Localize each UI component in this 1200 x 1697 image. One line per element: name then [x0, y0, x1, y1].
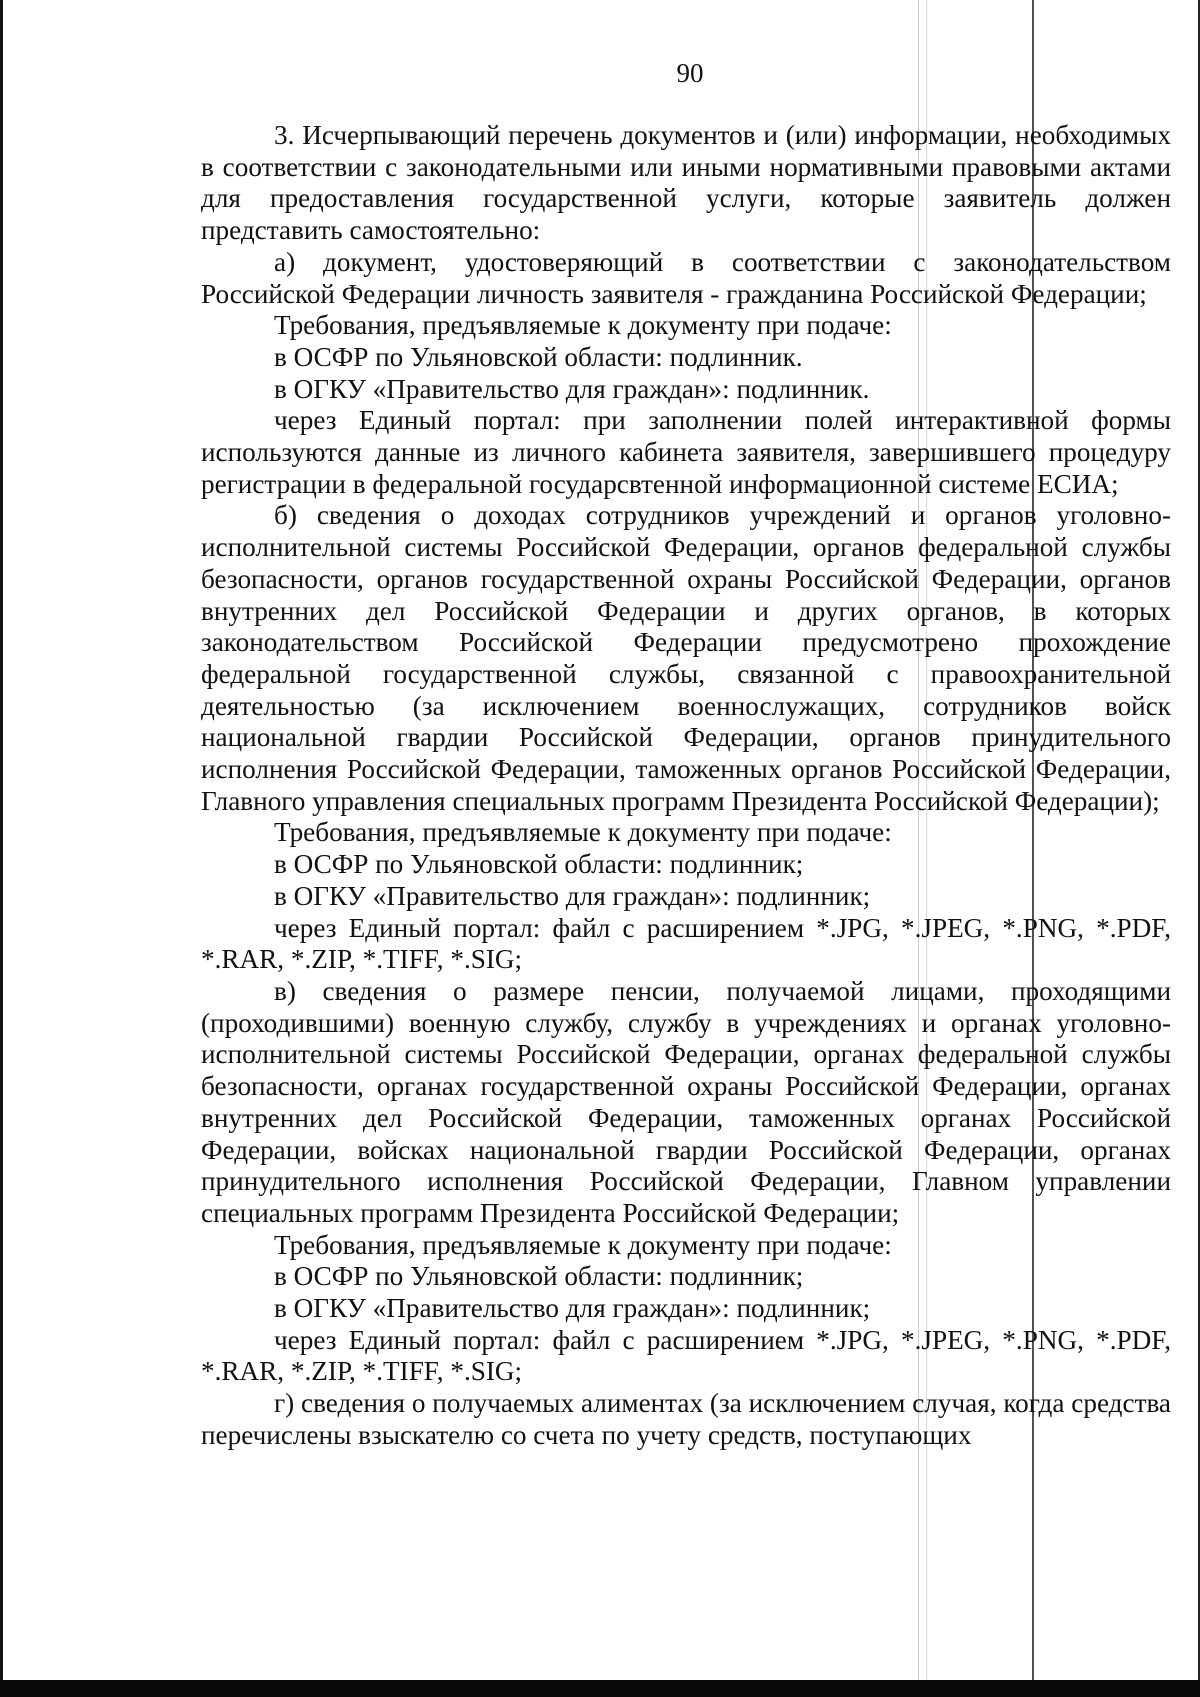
requirement-osfr: в ОСФР по Ульяновской области: подлинник.: [274, 341, 803, 372]
scan-edge-bottom: [0, 1680, 1200, 1697]
requirement-portal: через Единый портал: при заполнении полей интерактивной формы используются данные из личного кабинета заявителя, завершившего процедуру регистрации в федеральной государсвтенной информационной системе ЕСИА;: [201, 405, 1171, 499]
paragraph-item-3: 3. Исчерпывающий перечень документов и (или) информации, необходимых в соответствии с законодательными или иными нормативными правовыми актами для предоставления государственной услуги, которые заявитель должен представить самостоятельно:: [201, 120, 1171, 246]
paragraph-item-a: а) документ, удостоверяющий в соответствии с законодательством Российской Федерации личность заявителя - гражданина Российской Федерации;: [201, 246, 1171, 309]
requirements-heading: Требования, предъявляемые к документу при подаче:: [274, 1229, 892, 1260]
scan-edge-left: [0, 0, 3, 1680]
document-body: [201, 120, 1171, 1452]
requirement-ogku: в ОГКУ «Правительство для граждан»: подлинник;: [274, 880, 871, 911]
paragraph-item-b: б) сведения о доходах сотрудников учреждений и органов уголовно-исполнительной системы Российской Федерации, органов федеральной службы безопасности, органов государственной охраны Российской Федерации, органов внутренних дел Российской Федерации и других органов, в которых законодательством Российской Федерации предусмотрено прохождение федеральной государственной службы, связанной с правоохранительной деятельностью (за исключением военнослужащих, сотрудников войск национальной гвардии Российской Федерации, органов принудительного исполнения Российской Федерации, таможенных органов Российской Федерации, Главного управления специальных программ Президента Российской Федерации);: [201, 500, 1171, 816]
requirement-portal: через Единый портал: файл с расширением *.JPG, *.JPEG, *.PNG, *.PDF, *.RAR, *.ZIP, *.TIFF, *.SIG;: [201, 1324, 1171, 1387]
requirements-heading: Требования, предъявляемые к документу при подаче:: [274, 817, 892, 848]
paragraph-item-g: г) сведения о получаемых алиментах (за исключением случая, когда средства перечислены взыскателю со счета по учету средств, поступающих: [201, 1388, 1171, 1450]
requirement-ogku: в ОГКУ «Правительство для граждан»: подлинник;: [274, 1293, 871, 1324]
requirement-osfr: в ОСФР по Ульяновской области: подлинник;: [274, 849, 804, 880]
page-number: 90: [676, 58, 704, 88]
requirement-ogku: в ОГКУ «Правительство для граждан»: подлинник.: [274, 373, 870, 404]
paragraph-item-v: в) сведения о размере пенсии, получаемой лицами, проходящими (проходившими) военную службу, службу в учреждениях и органах уголовно-исполнительной системы Российской Федерации, органах федеральной службы безопасности, органах государственной охраны Российской Федерации, органах внутренних дел Российской Федерации, таможенных органах Российской Федерации, войсках национальной гвардии Российской Федерации, органах принудительного исполнения Российской Федерации, Главном управлении специальных программ Президента Российской Федерации;: [201, 975, 1171, 1228]
requirement-osfr: в ОСФР по Ульяновской области: подлинник;: [274, 1261, 804, 1292]
requirement-portal: через Единый портал: файл с расширением *.JPG, *.JPEG, *.PNG, *.PDF, *.RAR, *.ZIP, *.TIFF, *.SIG;: [201, 912, 1171, 975]
requirements-heading: Требования, предъявляемые к документу при подаче:: [274, 310, 892, 341]
